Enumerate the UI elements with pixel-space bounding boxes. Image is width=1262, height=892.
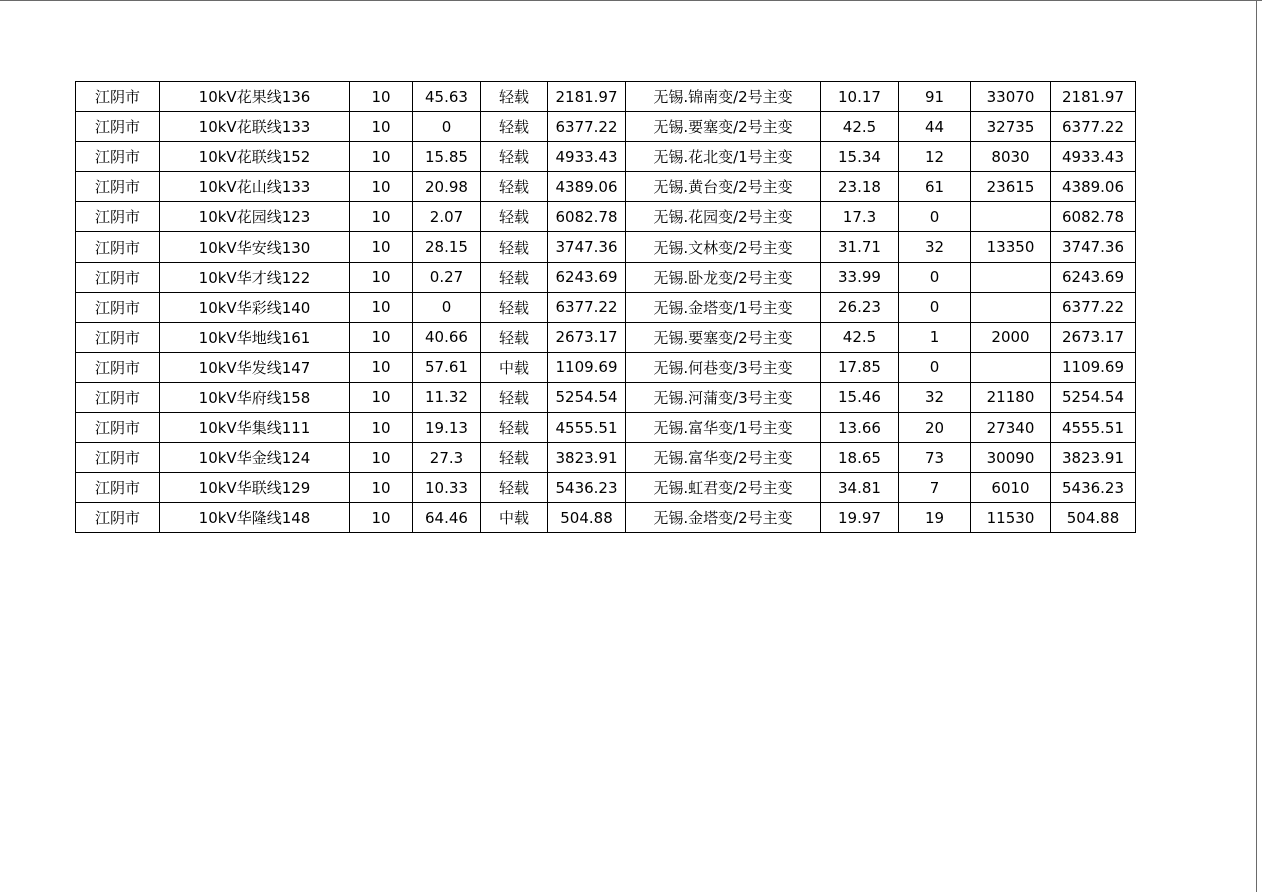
cell-transformer-value: 33.99 (821, 262, 899, 292)
cell-city: 江阴市 (76, 82, 160, 112)
cell-voltage: 10 (350, 473, 413, 503)
cell-voltage: 10 (350, 352, 413, 382)
cell-available-capacity: 504.88 (548, 503, 626, 533)
cell-line-name: 10kV华集线111 (160, 413, 350, 443)
cell-line-name: 10kV华安线130 (160, 232, 350, 262)
cell-load-status: 轻载 (481, 382, 548, 412)
cell-city: 江阴市 (76, 473, 160, 503)
cell-line-name: 10kV华隆线148 (160, 503, 350, 533)
cell-transformer: 无锡.黄台变/2号主变 (626, 172, 821, 202)
cell-user-count: 32 (899, 382, 971, 412)
cell-installed-capacity: 33070 (971, 82, 1051, 112)
cell-transformer: 无锡.花北变/1号主变 (626, 142, 821, 172)
cell-remaining-capacity: 6243.69 (1051, 262, 1136, 292)
cell-installed-capacity: 32735 (971, 112, 1051, 142)
cell-load-rate: 45.63 (413, 82, 481, 112)
cell-voltage: 10 (350, 322, 413, 352)
table-row (76, 473, 1136, 503)
table-row (76, 292, 1136, 322)
cell-transformer: 无锡.何巷变/3号主变 (626, 352, 821, 382)
cell-city: 江阴市 (76, 382, 160, 412)
cell-available-capacity: 1109.69 (548, 352, 626, 382)
cell-transformer-value: 19.97 (821, 503, 899, 533)
cell-remaining-capacity: 2181.97 (1051, 82, 1136, 112)
cell-city: 江阴市 (76, 352, 160, 382)
table-row (76, 322, 1136, 352)
cell-remaining-capacity: 4389.06 (1051, 172, 1136, 202)
cell-voltage: 10 (350, 232, 413, 262)
cell-transformer-value: 42.5 (821, 322, 899, 352)
cell-line-name: 10kV华府线158 (160, 382, 350, 412)
cell-transformer: 无锡.富华变/1号主变 (626, 413, 821, 443)
cell-load-rate: 11.32 (413, 382, 481, 412)
cell-city: 江阴市 (76, 322, 160, 352)
cell-transformer: 无锡.要塞变/2号主变 (626, 322, 821, 352)
cell-user-count: 0 (899, 262, 971, 292)
cell-load-rate: 64.46 (413, 503, 481, 533)
cell-transformer-value: 34.81 (821, 473, 899, 503)
cell-installed-capacity: 30090 (971, 443, 1051, 473)
table-row (76, 232, 1136, 262)
table-row (76, 443, 1136, 473)
cell-line-name: 10kV华金线124 (160, 443, 350, 473)
table-row (76, 172, 1136, 202)
cell-load-status: 轻载 (481, 202, 548, 232)
cell-transformer-value: 13.66 (821, 413, 899, 443)
cell-city: 江阴市 (76, 142, 160, 172)
table-row (76, 352, 1136, 382)
cell-line-name: 10kV花联线133 (160, 112, 350, 142)
cell-installed-capacity: 2000 (971, 322, 1051, 352)
cell-load-status: 轻载 (481, 292, 548, 322)
cell-remaining-capacity: 3747.36 (1051, 232, 1136, 262)
cell-user-count: 0 (899, 202, 971, 232)
cell-transformer-value: 17.3 (821, 202, 899, 232)
cell-available-capacity: 2673.17 (548, 322, 626, 352)
cell-city: 江阴市 (76, 443, 160, 473)
cell-load-rate: 40.66 (413, 322, 481, 352)
cell-remaining-capacity: 504.88 (1051, 503, 1136, 533)
cell-voltage: 10 (350, 382, 413, 412)
cell-city: 江阴市 (76, 112, 160, 142)
table-row (76, 82, 1136, 112)
cell-transformer: 无锡.富华变/2号主变 (626, 443, 821, 473)
cell-remaining-capacity: 5436.23 (1051, 473, 1136, 503)
cell-user-count: 7 (899, 473, 971, 503)
cell-available-capacity: 6082.78 (548, 202, 626, 232)
cell-available-capacity: 3823.91 (548, 443, 626, 473)
cell-available-capacity: 6377.22 (548, 292, 626, 322)
cell-load-rate: 15.85 (413, 142, 481, 172)
page-top-border (0, 0, 1262, 1)
cell-available-capacity: 6243.69 (548, 262, 626, 292)
cell-user-count: 1 (899, 322, 971, 352)
cell-transformer-value: 18.65 (821, 443, 899, 473)
cell-installed-capacity: 21180 (971, 382, 1051, 412)
cell-transformer-value: 26.23 (821, 292, 899, 322)
cell-load-status: 中载 (481, 503, 548, 533)
cell-load-status: 轻载 (481, 413, 548, 443)
cell-remaining-capacity: 6082.78 (1051, 202, 1136, 232)
cell-user-count: 20 (899, 413, 971, 443)
cell-line-name: 10kV花园线123 (160, 202, 350, 232)
cell-remaining-capacity: 4933.43 (1051, 142, 1136, 172)
cell-voltage: 10 (350, 82, 413, 112)
cell-user-count: 12 (899, 142, 971, 172)
cell-load-rate: 0 (413, 292, 481, 322)
cell-transformer-value: 10.17 (821, 82, 899, 112)
cell-line-name: 10kV华彩线140 (160, 292, 350, 322)
cell-load-status: 轻载 (481, 443, 548, 473)
cell-city: 江阴市 (76, 262, 160, 292)
cell-transformer: 无锡.卧龙变/2号主变 (626, 262, 821, 292)
cell-available-capacity: 5436.23 (548, 473, 626, 503)
cell-installed-capacity (971, 352, 1051, 382)
cell-transformer-value: 42.5 (821, 112, 899, 142)
table-row (76, 503, 1136, 533)
table-row (76, 413, 1136, 443)
cell-transformer: 无锡.锦南变/2号主变 (626, 82, 821, 112)
cell-voltage: 10 (350, 172, 413, 202)
cell-available-capacity: 3747.36 (548, 232, 626, 262)
cell-remaining-capacity: 6377.22 (1051, 292, 1136, 322)
cell-transformer-value: 15.34 (821, 142, 899, 172)
cell-transformer-value: 17.85 (821, 352, 899, 382)
cell-transformer-value: 31.71 (821, 232, 899, 262)
cell-remaining-capacity: 1109.69 (1051, 352, 1136, 382)
cell-line-name: 10kV花果线136 (160, 82, 350, 112)
cell-installed-capacity: 27340 (971, 413, 1051, 443)
cell-voltage: 10 (350, 262, 413, 292)
cell-load-rate: 0 (413, 112, 481, 142)
cell-user-count: 44 (899, 112, 971, 142)
cell-load-status: 轻载 (481, 82, 548, 112)
cell-transformer: 无锡.文林变/2号主变 (626, 232, 821, 262)
cell-transformer: 无锡.虹君变/2号主变 (626, 473, 821, 503)
cell-transformer-value: 23.18 (821, 172, 899, 202)
cell-user-count: 91 (899, 82, 971, 112)
cell-transformer-value: 15.46 (821, 382, 899, 412)
cell-user-count: 0 (899, 352, 971, 382)
cell-available-capacity: 4555.51 (548, 413, 626, 443)
table-row (76, 262, 1136, 292)
cell-installed-capacity: 11530 (971, 503, 1051, 533)
cell-load-rate: 28.15 (413, 232, 481, 262)
cell-city: 江阴市 (76, 172, 160, 202)
cell-line-name: 10kV花联线152 (160, 142, 350, 172)
cell-installed-capacity (971, 262, 1051, 292)
cell-installed-capacity: 8030 (971, 142, 1051, 172)
cell-voltage: 10 (350, 292, 413, 322)
table-row (76, 202, 1136, 232)
cell-load-rate: 2.07 (413, 202, 481, 232)
cell-voltage: 10 (350, 112, 413, 142)
cell-remaining-capacity: 4555.51 (1051, 413, 1136, 443)
cell-transformer: 无锡.花园变/2号主变 (626, 202, 821, 232)
cell-line-name: 10kV华才线122 (160, 262, 350, 292)
cell-installed-capacity: 6010 (971, 473, 1051, 503)
cell-load-rate: 0.27 (413, 262, 481, 292)
cell-installed-capacity: 13350 (971, 232, 1051, 262)
cell-user-count: 32 (899, 232, 971, 262)
cell-line-name: 10kV华发线147 (160, 352, 350, 382)
cell-installed-capacity: 23615 (971, 172, 1051, 202)
page-right-border (1256, 0, 1257, 892)
cell-transformer: 无锡.河蒲变/3号主变 (626, 382, 821, 412)
cell-voltage: 10 (350, 142, 413, 172)
cell-voltage: 10 (350, 443, 413, 473)
cell-load-rate: 19.13 (413, 413, 481, 443)
cell-available-capacity: 2181.97 (548, 82, 626, 112)
cell-remaining-capacity: 3823.91 (1051, 443, 1136, 473)
cell-user-count: 0 (899, 292, 971, 322)
cell-available-capacity: 5254.54 (548, 382, 626, 412)
cell-load-rate: 20.98 (413, 172, 481, 202)
cell-transformer: 无锡.金塔变/1号主变 (626, 292, 821, 322)
cell-city: 江阴市 (76, 413, 160, 443)
table-row (76, 142, 1136, 172)
cell-load-status: 轻载 (481, 232, 548, 262)
cell-user-count: 19 (899, 503, 971, 533)
cell-available-capacity: 6377.22 (548, 112, 626, 142)
cell-transformer: 无锡.金塔变/2号主变 (626, 503, 821, 533)
cell-city: 江阴市 (76, 202, 160, 232)
cell-transformer: 无锡.要塞变/2号主变 (626, 112, 821, 142)
cell-user-count: 61 (899, 172, 971, 202)
cell-city: 江阴市 (76, 503, 160, 533)
cell-line-name: 10kV花山线133 (160, 172, 350, 202)
table-row (76, 382, 1136, 412)
cell-load-status: 轻载 (481, 322, 548, 352)
cell-load-status: 轻载 (481, 262, 548, 292)
cell-remaining-capacity: 2673.17 (1051, 322, 1136, 352)
feeder-load-table (75, 81, 1136, 533)
cell-line-name: 10kV华地线161 (160, 322, 350, 352)
cell-available-capacity: 4933.43 (548, 142, 626, 172)
cell-city: 江阴市 (76, 232, 160, 262)
cell-load-rate: 27.3 (413, 443, 481, 473)
cell-voltage: 10 (350, 202, 413, 232)
cell-remaining-capacity: 5254.54 (1051, 382, 1136, 412)
cell-load-rate: 10.33 (413, 473, 481, 503)
cell-user-count: 73 (899, 443, 971, 473)
cell-available-capacity: 4389.06 (548, 172, 626, 202)
cell-city: 江阴市 (76, 292, 160, 322)
cell-load-status: 中载 (481, 352, 548, 382)
cell-voltage: 10 (350, 413, 413, 443)
cell-line-name: 10kV华联线129 (160, 473, 350, 503)
cell-load-rate: 57.61 (413, 352, 481, 382)
cell-load-status: 轻载 (481, 172, 548, 202)
cell-load-status: 轻载 (481, 112, 548, 142)
cell-installed-capacity (971, 292, 1051, 322)
cell-installed-capacity (971, 202, 1051, 232)
cell-remaining-capacity: 6377.22 (1051, 112, 1136, 142)
cell-load-status: 轻载 (481, 473, 548, 503)
cell-voltage: 10 (350, 503, 413, 533)
cell-load-status: 轻载 (481, 142, 548, 172)
table-row (76, 112, 1136, 142)
